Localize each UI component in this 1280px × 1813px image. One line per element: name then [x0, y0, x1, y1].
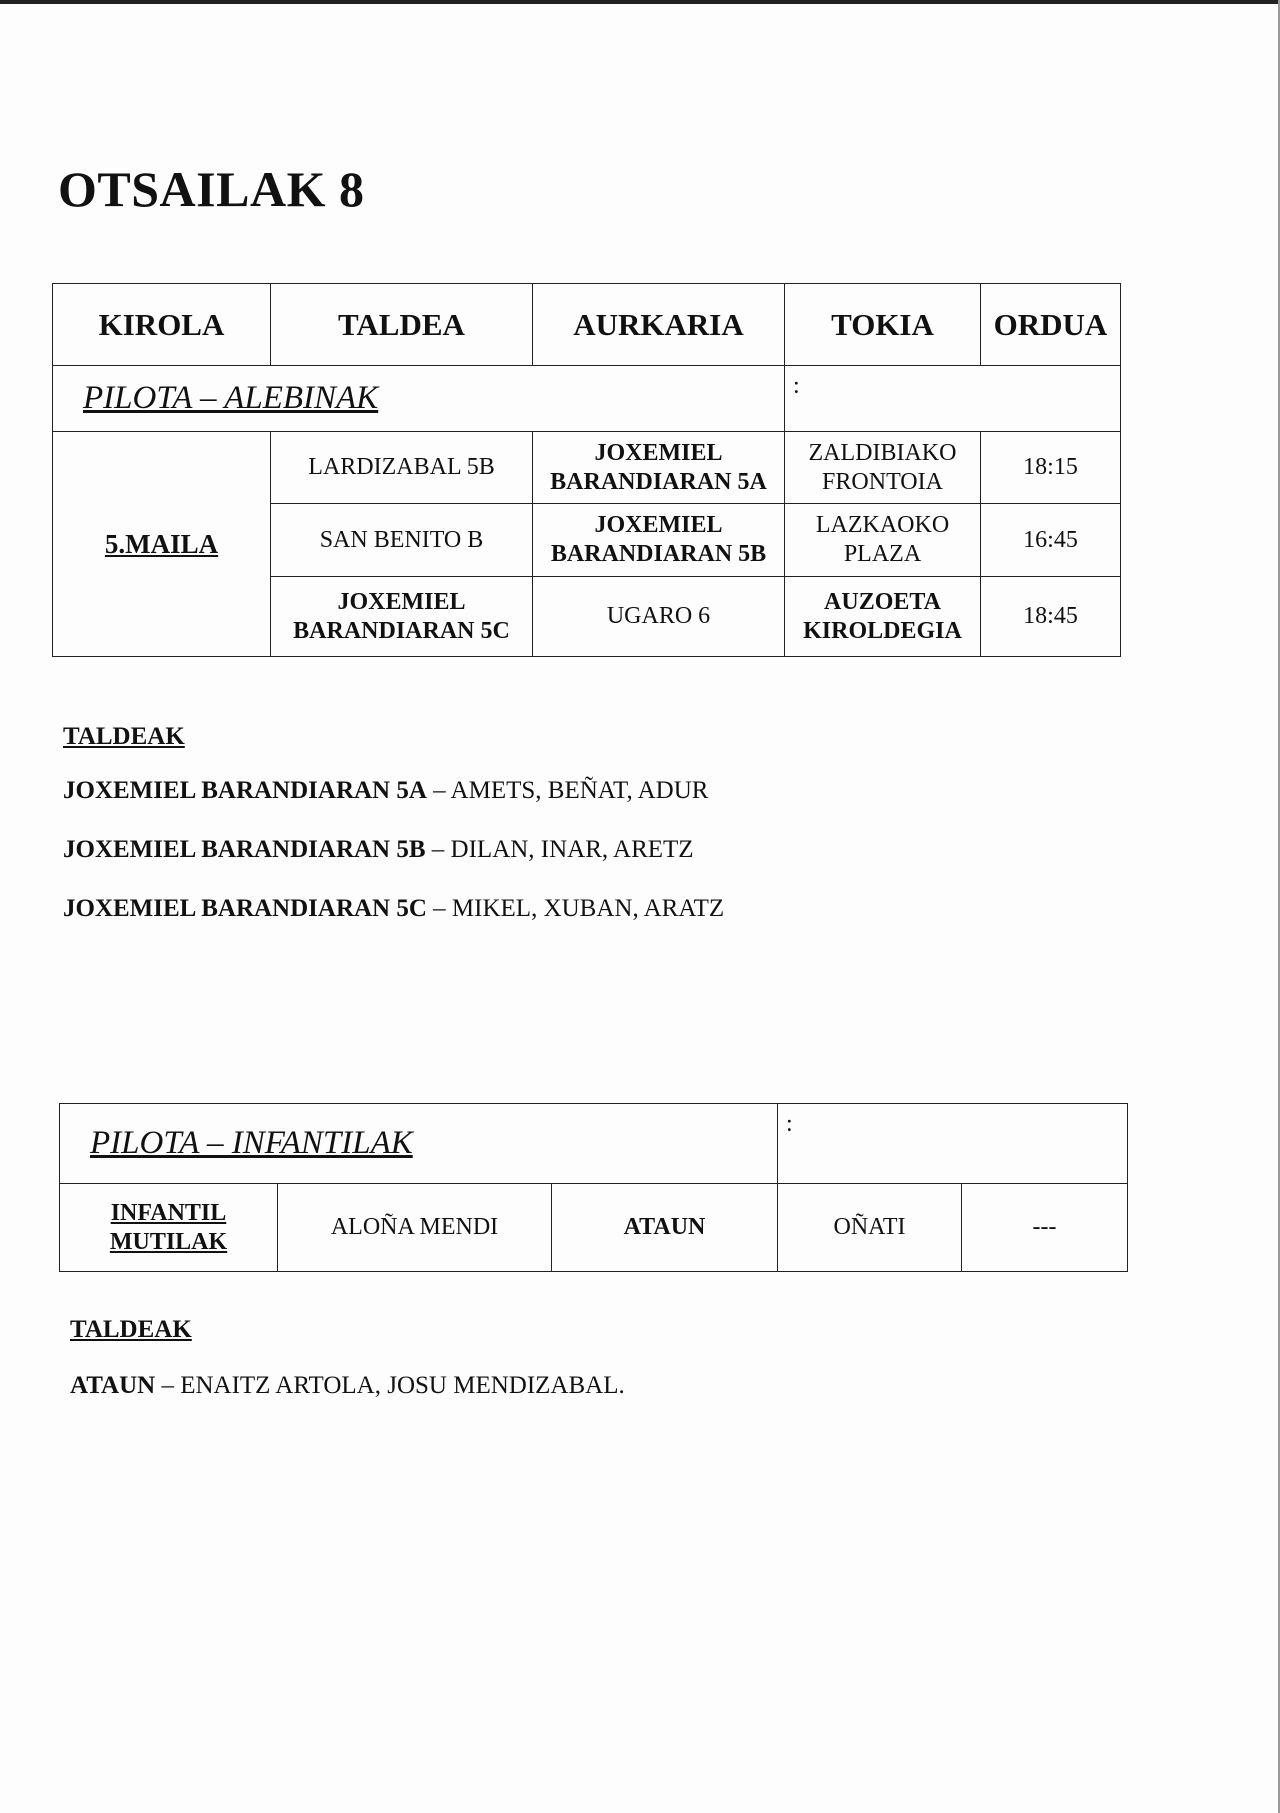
infantilak-schedule-table	[59, 1103, 1128, 1272]
header-taldea: TALDEA	[271, 284, 533, 366]
tokia-cell	[785, 504, 981, 577]
team-line	[63, 895, 724, 923]
category-cell: 5.MAILA	[53, 432, 271, 657]
aurkaria-line: JOXEMIEL	[594, 439, 723, 466]
tokia-line: ZALDIBIAKO	[808, 439, 957, 466]
ordua-cell: ---	[962, 1184, 1128, 1272]
header-ordua: ORDUA	[981, 284, 1121, 366]
section-title-infantilak: PILOTA – INFANTILAK	[60, 1104, 778, 1184]
header-kirola: KIROLA	[53, 284, 271, 366]
tokia-line: KIROLDEGIA	[803, 617, 962, 644]
tokia-line: LAZKAOKO	[815, 512, 950, 538]
taldeak-heading: TALDEAK	[63, 723, 185, 750]
taldea-line: JOXEMIEL	[337, 588, 466, 615]
ordua-cell: 18:15	[981, 432, 1121, 504]
header-tokia: TOKIA	[785, 284, 981, 366]
team-line	[63, 777, 708, 805]
aurkaria-line: BARANDIARAN 5B	[550, 541, 767, 567]
team-line	[63, 836, 694, 864]
team-name: JOXEMIEL BARANDIARAN 5A	[63, 777, 427, 804]
tokia-line: PLAZA	[843, 541, 922, 567]
page-title: OTSAILAK 8	[58, 161, 365, 217]
category-line: INFANTIL	[110, 1199, 227, 1226]
section-row	[60, 1104, 1128, 1184]
aurkaria-cell	[533, 432, 785, 504]
header-aurkaria: AURKARIA	[533, 284, 785, 366]
aurkaria-cell	[533, 504, 785, 577]
team-members: – DILAN, INAR, ARETZ	[425, 836, 694, 863]
tokia-line: AUZOETA	[824, 588, 941, 615]
taldea-cell: SAN BENITO B	[271, 504, 533, 577]
aurkaria-cell: UGARO 6	[533, 577, 785, 657]
team-name: JOXEMIEL BARANDIARAN 5B	[63, 836, 426, 863]
aurkaria-line: JOXEMIEL	[594, 512, 723, 538]
section-colon: :	[778, 1104, 1128, 1184]
team-name: JOXEMIEL BARANDIARAN 5C	[63, 895, 427, 922]
tokia-line: FRONTOIA	[822, 468, 943, 495]
aurkaria-cell: ATAUN	[552, 1184, 778, 1272]
section-colon: :	[785, 366, 1121, 432]
team-members: – MIKEL, XUBAN, ARATZ	[426, 895, 725, 922]
ordua-cell: 16:45	[981, 504, 1121, 577]
aurkaria-line: BARANDIARAN 5A	[550, 468, 767, 495]
team-members: – ENAITZ ARTOLA, JOSU MENDIZABAL.	[155, 1372, 625, 1399]
team-name: ATAUN	[70, 1372, 156, 1399]
table-row	[53, 432, 1121, 504]
taldea-cell: ALOÑA MENDI	[278, 1184, 552, 1272]
tokia-cell	[785, 432, 981, 504]
alebinak-schedule-table	[52, 283, 1121, 657]
tokia-cell	[785, 577, 981, 657]
category-cell	[60, 1184, 278, 1272]
section-title-alebinak: PILOTA – ALEBINAK	[53, 366, 785, 432]
ordua-cell: 18:45	[981, 577, 1121, 657]
team-members: – AMETS, BEÑAT, ADUR	[426, 777, 709, 804]
header-row	[53, 284, 1121, 366]
taldea-cell: LARDIZABAL 5B	[271, 432, 533, 504]
section-row	[53, 366, 1121, 432]
table-row	[60, 1184, 1128, 1272]
tokia-cell: OÑATI	[778, 1184, 962, 1272]
taldeak-heading: TALDEAK	[70, 1316, 192, 1343]
team-line	[70, 1372, 625, 1400]
taldea-line: BARANDIARAN 5C	[293, 617, 510, 644]
taldea-cell	[271, 577, 533, 657]
category-line: MUTILAK	[109, 1228, 228, 1255]
scan-edge-top	[0, 0, 1280, 4]
